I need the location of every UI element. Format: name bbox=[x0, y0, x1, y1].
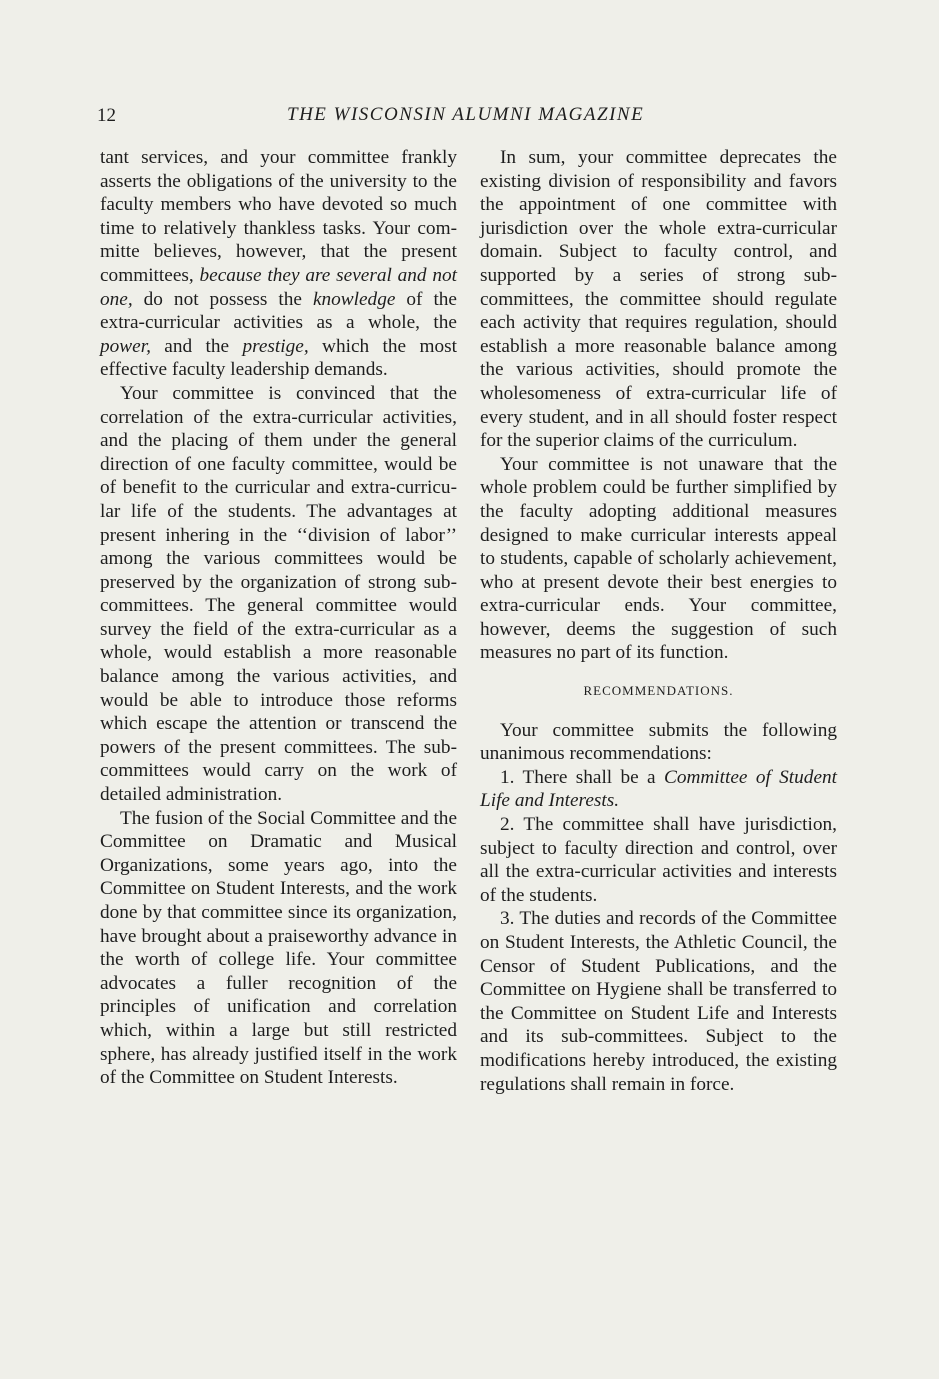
paragraph-not-unaware: Your committee is not unaware that the whole problem could be further simplified by the faculty adopting additional measures designed to make curricular interests appeal to students, capable of scholarly achievement, who at present devote their best energies to extra-curricular ends. Your committee, however, deems the suggestion of such measures no part of its function. bbox=[480, 453, 837, 664]
paragraph-correlation: Your committee is convinced that the correlation of the extra-curricular activities, and the placing of them under the general direction of one faculty committee, would be of benefit to the curricular and extra-curricular life of the students. The advantages at present inhering in the ‘‘division of labor’’ among the various committees would be preserved by the organization of strong sub-committees. The general committee would survey the field of the extra-curricular as a whole, would establish a more reasonable balance among the various activities, and would be able to introduce those reforms which escape the attention or transcend the powers of the present committees. The subcommittees would carry on the work of detailed administration. bbox=[100, 382, 457, 806]
paragraph-continued: tant services, and your committee frankly asserts the obligations of the university to the faculty members who have devoted so much time to relatively thankless tasks. Your committe believes, however, that the present committees, because they are several and not one, do not possess the knowledge of the extra-curricular activities as a whole, the power, and the prestige, which the most effective faculty leadership demands. bbox=[100, 147, 457, 381]
section-heading-recommendations: RECOMMENDATIONS. bbox=[583, 683, 734, 699]
recommendation-2: 2. The committee shall have jurisdiction, subject to faculty direction and control, over all the extra-curricular activities and interests of the students. bbox=[480, 814, 837, 906]
right-column bbox=[480, 146, 837, 1096]
paragraph-fusion: The fusion of the Social Committee and the Committee on Dramatic and Musical Organizations, some years ago, into the Committee on Student Interests, and the work done by that committee since its organization, have brought about a praiseworthy advance in the worth of college life. Your committee advocates a fuller recognition of the principles of unification and correlation which, within a large but still restricted sphere, has already justified itself in the work of the Committee on Student Interests. bbox=[100, 807, 457, 1089]
recommendation-3: 3. The duties and records of the Committee on Student Interests, the Athletic Council, the Censor of Student Publications, and the Committee on Hygiene shall be transferred to the Committee on Student Life and Interests and its sub-committees. Subject to the modifications hereby introduced, the existing regulations shall remain in force. bbox=[480, 908, 837, 1095]
paragraph-submits: Your committee submits the following unanimous recommendations: bbox=[480, 719, 837, 765]
paragraph-in-sum: In sum, your committee deprecates the existing division of responsibility and favors the appointment of one committee with jurisdiction over the whole extra-curricular domain. Subject to faculty control, and supported by a series of strong sub-committees, the committee should regulate each activity that requires regulation, should establish a more reasonable balance among the various activities, should promote the wholesomeness of extra-curricular life of every student, and in all should foster respect for the superior claims of the curriculum. bbox=[480, 147, 837, 452]
page-header bbox=[97, 101, 842, 131]
running-title: THE WISCONSIN ALUMNI MAGAZINE bbox=[287, 104, 645, 125]
left-column bbox=[100, 146, 457, 1090]
recommendation-1: 1. There shall be a Committee of Student Life and Interests. bbox=[480, 766, 838, 812]
page-number: 12 bbox=[97, 105, 116, 126]
